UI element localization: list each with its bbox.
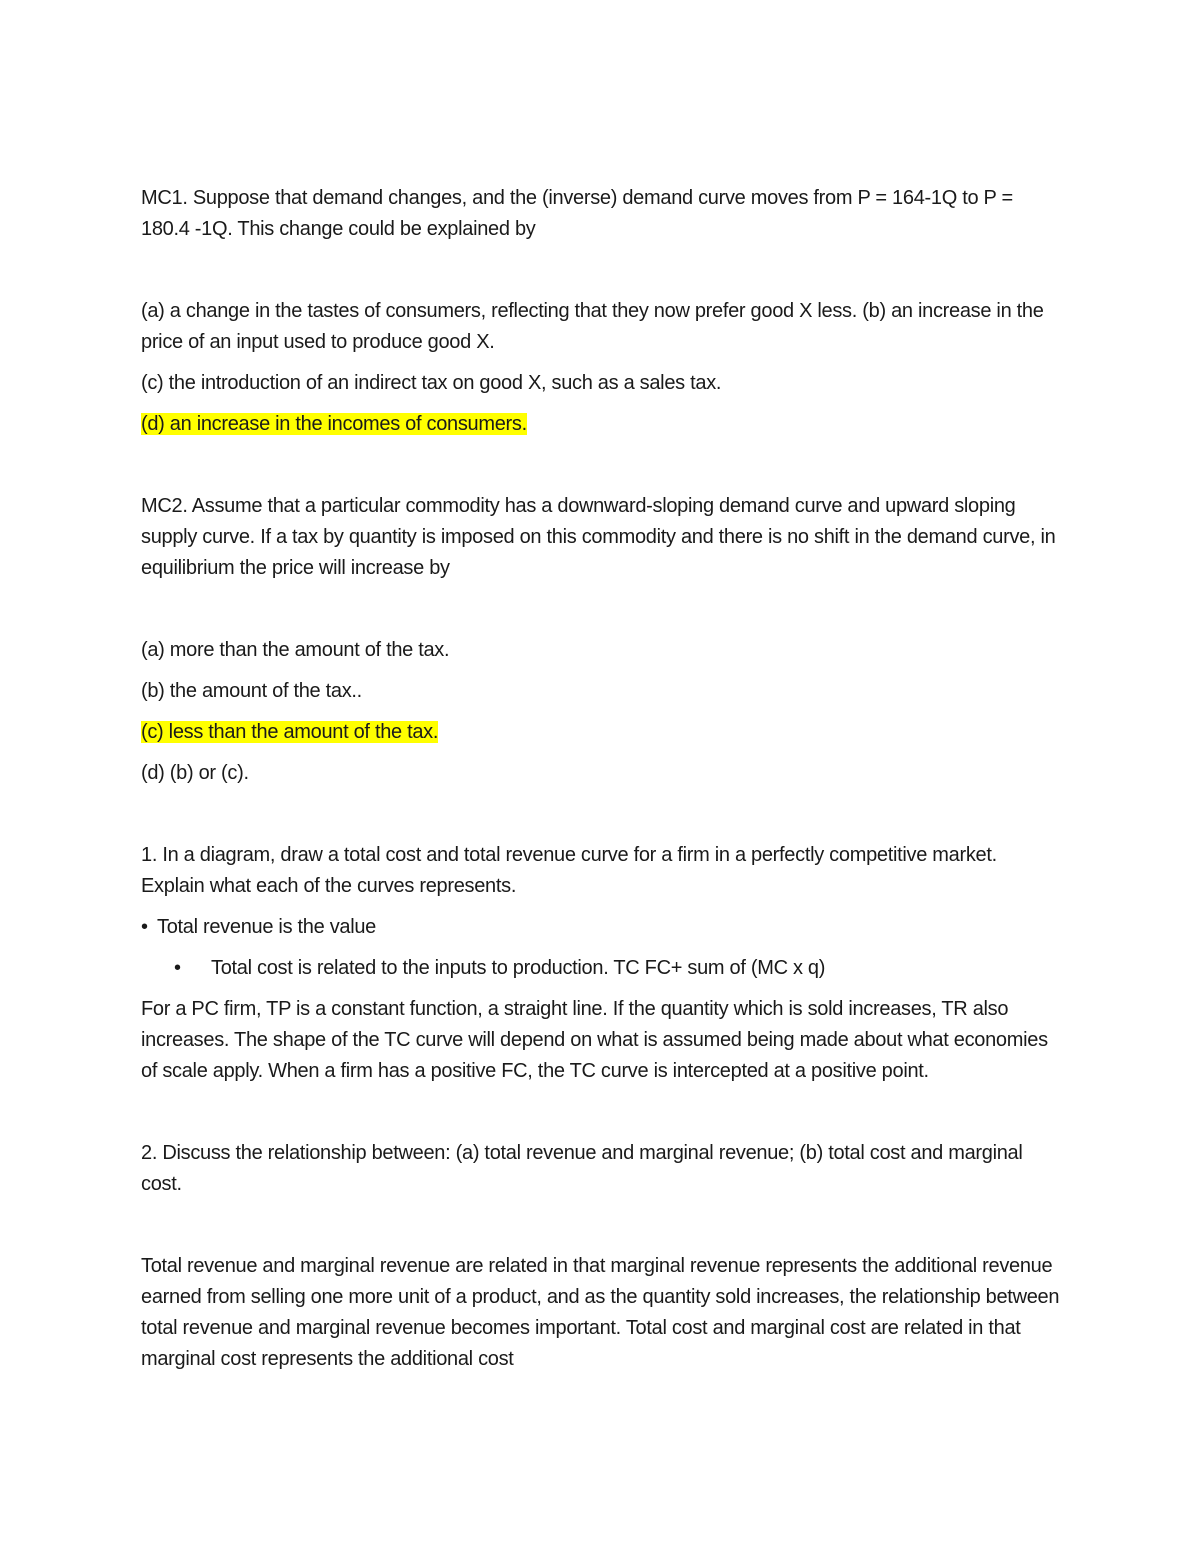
document-body (141, 183, 1061, 1375)
mc1-option-d (141, 409, 1061, 440)
bullet-icon: • (174, 957, 181, 979)
q1-question: 1. In a diagram, draw a total cost and total revenue curve for a firm in a perfectly competitive market. Explain what each of the curves represents. (141, 844, 997, 897)
q1-bullet-1-text: Total revenue is the value (157, 916, 377, 938)
mc2-option-b: (b) the amount of the tax.. (141, 680, 362, 702)
bullet-icon: • (141, 916, 148, 938)
mc2-question: MC2. Assume that a particular commodity has a downward-sloping demand curve and upward sloping supply curve. If a tax by quantity is imposed on this commodity and there is no shift in the demand curve, in equilibrium the price will increase by (141, 495, 1056, 579)
mc1-option-d-highlight: (d) an increase in the incomes of consumers. (141, 413, 527, 435)
q2-answer: Total revenue and marginal revenue are related in that marginal revenue represents the additional revenue earned from selling one more unit of a product, and as the quantity sold increases, the relationship between total revenue and marginal revenue becomes important. Total cost and marginal cost are related in that marginal cost represents the additional cost (141, 1255, 1060, 1370)
mc2-option-c-highlight: (c) less than the amount of the tax. (141, 721, 439, 743)
mc1-option-c: (c) the introduction of an indirect tax on good X, such as a sales tax. (141, 372, 722, 394)
mc2-option-a: (a) more than the amount of the tax. (141, 639, 450, 661)
mc2-option-d: (d) (b) or (c). (141, 762, 249, 784)
mc1-question: MC1. Suppose that demand changes, and the (inverse) demand curve moves from P = 164-1Q to P = 180.4 -1Q. This change could be explained by (141, 187, 1013, 240)
mc1-option-ab: (a) a change in the tastes of consumers, reflecting that they now prefer good X less. (b) an increase in the price of an input used to produce good X. (141, 300, 1044, 353)
q1-bullet-2 (141, 953, 1061, 984)
q2-question: 2. Discuss the relationship between: (a) total revenue and marginal revenue; (b) total cost and marginal cost. (141, 1142, 1023, 1195)
q1-bullet-1 (141, 912, 1061, 943)
q1-answer: For a PC firm, TP is a constant function, a straight line. If the quantity which is sold increases, TR also increases. The shape of the TC curve will depend on what is assumed being made about what economies of scale apply. When a firm has a positive FC, the TC curve is intercepted at a positive point. (141, 998, 1048, 1082)
mc2-option-c (141, 717, 1061, 748)
q1-bullet-2-text: Total cost is related to the inputs to production. TC FC+ sum of (MC x q) (211, 957, 826, 979)
